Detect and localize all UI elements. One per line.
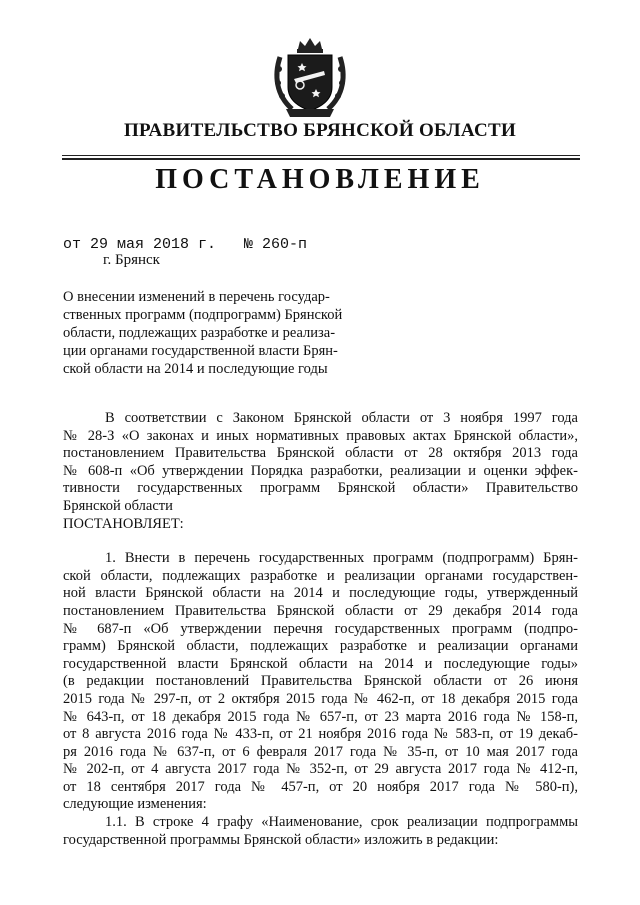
item-1-line: 1. Внести в перечень государственных программ (подпрограмм) Брян- — [105, 550, 578, 567]
preamble-line: № 608-п «Об утверждении Порядка разработки, реализации и оценки эффек- — [63, 462, 578, 479]
item-1-line: постановлением Правительства Брянской области от 29 декабря 2014 года — [63, 602, 578, 619]
item-1-1-line: 1.1. В строке 4 графу «Наименование, срок реализации подпрограммы — [105, 814, 578, 831]
resolves-statement: ПОСТАНОВЛЯЕТ: — [63, 515, 184, 532]
header-rule-thick — [62, 158, 580, 160]
subject-line: ции органами государственной власти Брян- — [63, 343, 338, 359]
decree-subject — [63, 288, 368, 378]
item-1-line: № 687-п «Об утверждении перечня государственных программ (подпро- — [63, 620, 578, 637]
preamble-line: постановлением Правительства Брянской области от 28 октября 2013 года — [63, 445, 578, 462]
preamble-line: тивности государственных программ Брянской области» Правительство — [63, 480, 578, 497]
coat-of-arms-emblem — [270, 35, 350, 119]
item-1-line: от 8 августа 2016 года № 433-п, от 21 ноября 2016 года № 583-п, от 19 декаб- — [63, 726, 578, 743]
preamble-line: № 28-З «О законах и иных нормативных правовых актах Брянской области», — [63, 427, 578, 444]
item-1-line: (в редакции постановлений Правительства Брянской области от 26 июня — [63, 673, 578, 690]
decree-body — [63, 410, 578, 849]
organization-title: ПРАВИТЕЛЬСТВО БРЯНСКОЙ ОБЛАСТИ — [123, 120, 517, 141]
decree-date: от 29 мая 2018 г. — [63, 236, 217, 253]
subject-line: области, подлежащих разработке и реализа- — [63, 325, 336, 341]
preamble-line: Брянской области — [63, 497, 173, 514]
subject-line: ственных программ (подпрограмм) Брянской — [63, 307, 343, 323]
subject-line: ской области на 2014 и последующие годы — [63, 361, 328, 377]
item-1-line: государственной власти Брянской области на 2014 и последующие годы» — [63, 655, 578, 672]
subject-line: О внесении изменений в перечень государ- — [63, 289, 330, 305]
item-1-line: ной власти Брянской области на 2014 и последующие годы, утвержденный — [63, 585, 578, 602]
preamble-line: В соответствии с Законом Брянской области от 3 ноября 1997 года — [105, 410, 578, 426]
header-rule-thin — [62, 155, 580, 156]
document-type-title: ПОСТАНОВЛЕНИЕ — [155, 164, 485, 195]
item-1-line: № 643-п, от 18 декабря 2015 года № 657-п, от 23 марта 2016 года № 158-п, — [63, 708, 578, 725]
decree-number: № 260-п — [244, 236, 308, 253]
decree-city: г. Брянск — [103, 252, 160, 268]
item-1-1-line: государственной программы Брянской области» изложить в редакции: — [63, 831, 499, 848]
item-1-line: 2015 года № 297-п, от 2 октября 2015 года № 462-п, от 18 декабря 2015 года — [63, 690, 578, 707]
item-1-line: от 18 сентября 2017 года № 457-п, от 20 ноября 2017 года № 580-п), — [63, 778, 578, 795]
item-1-line: ря 2016 года № 637-п, от 6 февраля 2017 года № 35-п, от 10 мая 2017 года — [63, 743, 578, 760]
item-1-line: ской области, подлежащих разработке и реализации органами государствен- — [63, 567, 578, 584]
item-1-line: № 202-п, от 4 августа 2017 года № 352-п, от 29 августа 2017 года № 412-п, — [63, 761, 578, 778]
item-1-line: грамм) Брянской области, подлежащих разработке и реализации органами — [63, 638, 578, 655]
item-1-line: следующие изменения: — [63, 796, 207, 813]
